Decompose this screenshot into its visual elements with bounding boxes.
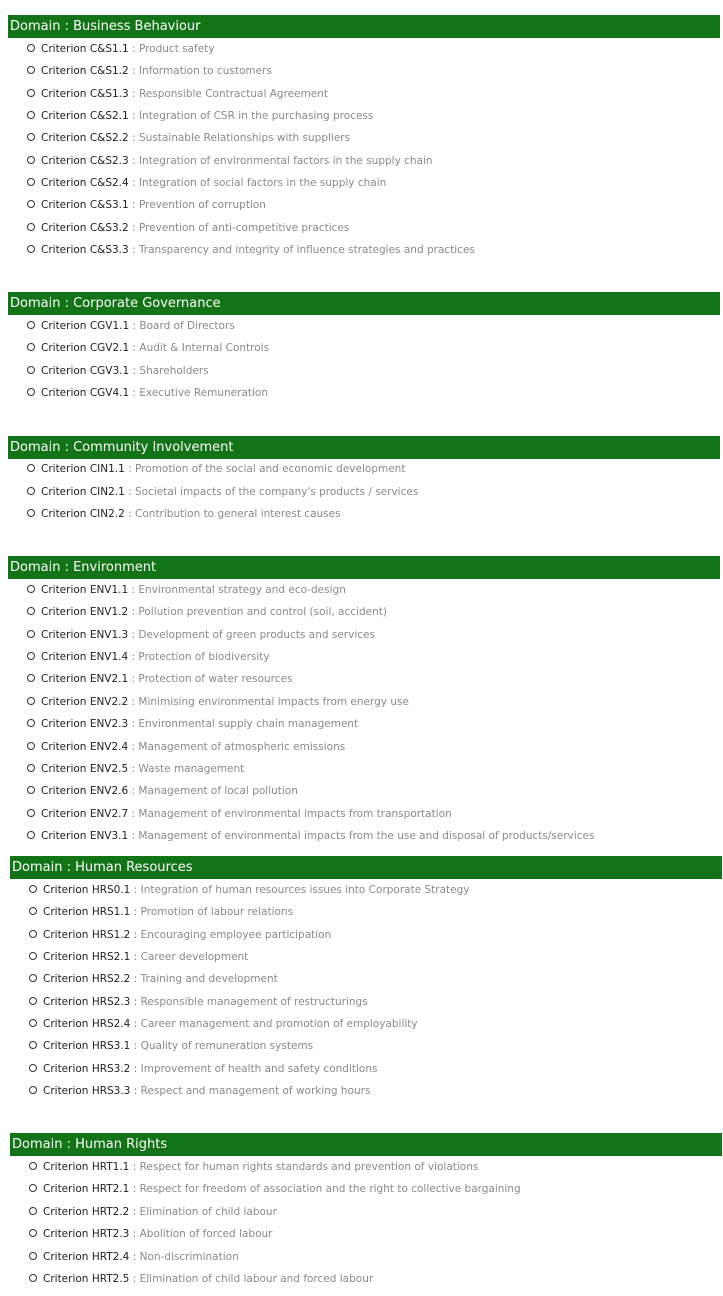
criterion-text	[41, 198, 266, 212]
criterion-text	[41, 672, 292, 686]
circle-bullet-icon	[29, 1086, 37, 1094]
criterion-text	[41, 386, 268, 400]
criterion-description[interactable]: Promotion of the social and economic development	[135, 463, 406, 475]
criterion-prefix: Criterion	[41, 320, 87, 332]
criterion-prefix: Criterion	[41, 606, 87, 619]
circle-bullet-icon	[29, 1162, 37, 1170]
criterion-prefix: Criterion	[43, 1228, 89, 1241]
criterion-description[interactable]: Management of local pollution	[138, 785, 298, 798]
criterion-prefix: Criterion	[41, 243, 87, 256]
circle-bullet-icon	[27, 66, 35, 74]
criterion-separator: :	[132, 1161, 137, 1173]
domain-header: Domain : Community Involvement	[8, 436, 720, 459]
criterion-prefix: Criterion	[43, 1183, 89, 1196]
circle-bullet-icon	[27, 585, 35, 593]
criterion-code[interactable]: HRT2.4	[91, 1250, 130, 1263]
criterion-separator: :	[133, 973, 138, 986]
criterion-separator: :	[133, 1084, 138, 1097]
circle-bullet-icon	[29, 997, 37, 1005]
criterion-description[interactable]: Sustainable Relationships with suppliers	[138, 132, 351, 145]
criterion-description[interactable]: Executive Remuneration	[139, 386, 269, 399]
criterion-description[interactable]: Respect for human rights standards and prevention of violations	[139, 1161, 479, 1173]
criterion-description[interactable]: Integration of environmental factors in the supply chain	[138, 154, 433, 167]
circle-bullet-icon	[27, 133, 35, 141]
domain-header: Domain : Human Rights	[10, 1133, 722, 1156]
criterion-prefix: Criterion	[41, 584, 87, 596]
criterion-prefix: Criterion	[43, 1040, 89, 1053]
criterion-description[interactable]: Minimising environmental impacts from energy use	[138, 695, 409, 708]
criterion-description[interactable]: Societal impacts of the company's products / services	[135, 485, 419, 498]
criterion-prefix: Criterion	[41, 342, 87, 355]
criterion-code[interactable]: HRS2.1	[91, 950, 131, 963]
criterion-code[interactable]: ENV2.3	[89, 718, 129, 731]
circle-bullet-icon	[29, 952, 37, 960]
criterion-description[interactable]: Development of green products and services	[138, 628, 375, 641]
criterion-code[interactable]: HRT2.3	[91, 1228, 130, 1241]
criterion-prefix: Criterion	[43, 950, 89, 963]
criterion-prefix: Criterion	[43, 928, 89, 941]
criterion-separator: :	[132, 364, 137, 377]
criterion-prefix: Criterion	[43, 1084, 89, 1097]
circle-bullet-icon	[29, 1184, 37, 1192]
criterion-separator: :	[128, 463, 132, 475]
criterion-separator: :	[131, 606, 136, 619]
criterion-code[interactable]: HRT2.1	[91, 1183, 130, 1196]
criterion-separator: :	[131, 740, 136, 753]
criterion-text	[41, 131, 350, 145]
criterion-description[interactable]: Information to customers	[138, 65, 272, 78]
criterion-description[interactable]: Elimination of child labour	[139, 1205, 277, 1218]
circle-bullet-icon	[27, 630, 35, 638]
circle-bullet-icon	[29, 1252, 37, 1260]
criterion-text	[41, 154, 433, 168]
criterion-description[interactable]: Improvement of health and safety conditions	[140, 1062, 378, 1075]
criterion-code[interactable]: ENV2.5	[89, 762, 129, 775]
criterion-prefix: Criterion	[41, 199, 87, 212]
criterion-code[interactable]: ENV1.2	[89, 606, 129, 619]
criterion-separator: :	[133, 1017, 138, 1030]
criterion-description[interactable]: Non-discrimination	[139, 1250, 239, 1263]
criterion-text	[43, 883, 470, 897]
criterion-code[interactable]: ENV1.1	[89, 584, 129, 596]
criterion-text	[41, 64, 272, 78]
criterion-description[interactable]: Prevention of corruption	[138, 199, 266, 212]
criterion-separator: :	[131, 695, 136, 708]
circle-bullet-icon	[27, 89, 35, 97]
criterion-code[interactable]: HRS2.4	[91, 1017, 131, 1030]
circle-bullet-icon	[27, 178, 35, 186]
circle-bullet-icon	[27, 697, 35, 705]
circle-bullet-icon	[27, 809, 35, 817]
criterion-description[interactable]: Integration of CSR in the purchasing process	[138, 109, 374, 122]
criterion-separator: :	[131, 807, 136, 820]
criterion-description[interactable]: Contribution to general interest causes	[135, 508, 341, 520]
criterion-code[interactable]: ENV1.4	[89, 651, 129, 664]
criterion-prefix: Criterion	[41, 109, 87, 122]
criterion-description[interactable]: Career development	[140, 950, 249, 963]
criterion-prefix: Criterion	[41, 364, 87, 377]
criterion-description[interactable]: Audit & Internal Controls	[139, 342, 270, 355]
criterion-text	[41, 717, 358, 731]
criterion-code[interactable]: C&S1.3	[89, 87, 129, 100]
criterion-code[interactable]: C&S3.3	[89, 243, 129, 256]
criterion-text	[43, 950, 248, 964]
criterion-code[interactable]: HRS3.1	[91, 1040, 131, 1053]
criterion-code[interactable]: C&S2.3	[89, 154, 129, 167]
criterion-separator: :	[131, 673, 136, 686]
criterion-prefix: Criterion	[43, 973, 89, 986]
criterion-prefix: Criterion	[43, 1273, 89, 1285]
criterion-prefix: Criterion	[41, 65, 87, 78]
criterion-prefix: Criterion	[41, 651, 87, 664]
domain-section-environment	[8, 556, 720, 579]
criterion-text	[43, 995, 368, 1009]
criterion-code[interactable]: C&S1.1	[89, 43, 129, 55]
circle-bullet-icon	[27, 366, 35, 374]
criterion-description[interactable]: Transparency and integrity of influence strategies and practices	[138, 243, 475, 256]
criterion-separator: :	[131, 785, 136, 798]
criterion-separator: :	[132, 65, 136, 78]
criterion-separator: :	[131, 584, 136, 596]
criterion-description[interactable]: Elimination of child labour and forced labour	[139, 1273, 374, 1285]
criterion-code[interactable]: ENV1.3	[89, 628, 129, 641]
criterion-code[interactable]: HRT1.1	[91, 1161, 130, 1173]
circle-bullet-icon	[27, 343, 35, 351]
criterion-text	[43, 1084, 370, 1098]
criterion-separator: :	[128, 508, 132, 520]
criterion-separator: :	[132, 43, 136, 55]
criterion-code[interactable]: C&S1.2	[89, 65, 129, 78]
circle-bullet-icon	[27, 44, 35, 52]
criterion-prefix: Criterion	[41, 485, 87, 498]
criterion-separator: :	[132, 132, 136, 145]
criterion-prefix: Criterion	[41, 628, 87, 641]
circle-bullet-icon	[27, 764, 35, 772]
domain-header: Domain : Corporate Governance	[8, 292, 720, 315]
criterion-separator: :	[132, 1183, 137, 1196]
criterion-separator: :	[132, 1228, 137, 1241]
criterion-description[interactable]: Product safety	[138, 43, 215, 55]
criterion-separator: :	[133, 1062, 138, 1075]
criterion-separator: :	[132, 176, 136, 189]
criterion-prefix: Criterion	[41, 762, 87, 775]
criterion-separator: :	[133, 928, 138, 941]
circle-bullet-icon	[27, 742, 35, 750]
circle-bullet-icon	[27, 674, 35, 682]
criterion-description[interactable]: Pollution prevention and control (soil, accident)	[138, 606, 387, 619]
criterion-text	[41, 762, 244, 776]
criterion-separator: :	[132, 87, 136, 100]
criterion-prefix: Criterion	[41, 718, 87, 731]
criterion-text	[43, 1160, 478, 1174]
criterion-text	[41, 695, 409, 709]
criterion-code[interactable]: ENV3.1	[89, 829, 129, 842]
circle-bullet-icon	[27, 464, 35, 472]
circle-bullet-icon	[29, 930, 37, 938]
criterion-description[interactable]: Quality of remuneration systems	[140, 1040, 314, 1053]
criterion-description[interactable]: Environmental supply chain management	[138, 718, 359, 731]
criterion-prefix: Criterion	[43, 1250, 89, 1263]
criterion-description[interactable]: Management of atmospheric emissions	[138, 740, 346, 753]
criterion-text	[41, 176, 386, 190]
criterion-description[interactable]: Waste management	[138, 762, 245, 775]
criterion-code[interactable]: CIN2.2	[89, 508, 125, 520]
criterion-separator: :	[128, 485, 132, 498]
criterion-prefix: Criterion	[41, 785, 87, 798]
criterion-description[interactable]: Environmental strategy and eco-design	[138, 584, 346, 596]
criterion-text	[41, 42, 215, 56]
criterion-prefix: Criterion	[41, 87, 87, 100]
criterion-text	[41, 462, 405, 476]
criterion-description[interactable]: Promotion of labour relations	[140, 906, 294, 919]
circle-bullet-icon	[27, 831, 35, 839]
circle-bullet-icon	[27, 786, 35, 794]
criterion-separator: :	[132, 1273, 137, 1285]
criterion-code[interactable]: C&S3.1	[89, 199, 129, 212]
circle-bullet-icon	[29, 1207, 37, 1215]
circle-bullet-icon	[27, 487, 35, 495]
circle-bullet-icon	[27, 719, 35, 727]
criterion-text	[41, 807, 452, 821]
circle-bullet-icon	[27, 388, 35, 396]
criterion-prefix: Criterion	[41, 221, 87, 234]
criterion-text	[41, 319, 235, 333]
circle-bullet-icon	[27, 509, 35, 517]
criterion-prefix: Criterion	[41, 154, 87, 167]
criterion-code[interactable]: CGV1.1	[89, 320, 130, 332]
criterion-code[interactable]: ENV2.1	[89, 673, 129, 686]
criterion-text	[43, 928, 331, 942]
circle-bullet-icon	[27, 156, 35, 164]
criterion-code[interactable]: HRS3.2	[91, 1062, 131, 1075]
criterion-separator: :	[131, 628, 136, 641]
criterion-prefix: Criterion	[41, 695, 87, 708]
criterion-text	[43, 1227, 272, 1241]
criterion-code[interactable]: ENV2.2	[89, 695, 129, 708]
criterion-separator: :	[133, 884, 138, 896]
domain-header: Domain : Environment	[8, 556, 720, 579]
criterion-description[interactable]: Respect and management of working hours	[140, 1084, 371, 1097]
criterion-text	[41, 628, 375, 642]
criterion-text	[41, 650, 270, 664]
criterion-separator: :	[132, 1250, 137, 1263]
domain-section-human-rights	[10, 1133, 722, 1156]
criterion-text	[41, 221, 349, 235]
criterion-separator: :	[132, 243, 136, 256]
criterion-separator: :	[132, 109, 136, 122]
criterion-prefix: Criterion	[41, 673, 87, 686]
criterion-code[interactable]: CGV4.1	[89, 386, 130, 399]
criterion-prefix: Criterion	[41, 807, 87, 820]
criterion-text	[43, 1062, 377, 1076]
domain-section-human-resources	[10, 856, 722, 879]
criterion-description[interactable]: Management of environmental impacts from transportation	[138, 807, 452, 820]
circle-bullet-icon	[29, 1041, 37, 1049]
criterion-description[interactable]: Training and development	[140, 973, 278, 986]
criterion-code[interactable]: CIN1.1	[89, 463, 125, 475]
circle-bullet-icon	[27, 111, 35, 119]
domain-section-business-behaviour	[8, 15, 720, 38]
criterion-description[interactable]: Responsible Contractual Agreement	[138, 87, 329, 100]
circle-bullet-icon	[27, 607, 35, 615]
criterion-text	[43, 1039, 313, 1053]
criterion-text	[41, 364, 209, 378]
criterion-separator: :	[131, 829, 136, 842]
criterion-separator: :	[131, 651, 136, 664]
circle-bullet-icon	[29, 1064, 37, 1072]
criterion-separator: :	[132, 199, 136, 212]
circle-bullet-icon	[27, 200, 35, 208]
criterion-code[interactable]: CGV3.1	[89, 364, 130, 377]
criterion-separator: :	[133, 950, 138, 963]
criterion-prefix: Criterion	[41, 176, 87, 189]
criterion-text	[41, 243, 475, 257]
criterion-prefix: Criterion	[43, 884, 89, 896]
criterion-separator: :	[131, 718, 136, 731]
criterion-separator: :	[132, 1205, 137, 1218]
criterion-prefix: Criterion	[41, 43, 87, 55]
criterion-code[interactable]: C&S3.2	[89, 221, 129, 234]
criterion-text	[41, 341, 269, 355]
criterion-prefix: Criterion	[43, 906, 89, 919]
criterion-description[interactable]: Integration of human resources issues into Corporate Strategy	[140, 884, 470, 896]
criterion-description[interactable]: Protection of biodiversity	[138, 651, 270, 664]
criterion-separator: :	[131, 762, 136, 775]
criterion-text	[43, 905, 293, 919]
criterion-code[interactable]: CGV2.1	[89, 342, 130, 355]
criterion-code[interactable]: HRS1.1	[91, 906, 131, 919]
criterion-prefix: Criterion	[43, 995, 89, 1008]
criterion-text	[41, 109, 373, 123]
criterion-separator: :	[133, 1040, 138, 1053]
criterion-code[interactable]: ENV2.6	[89, 785, 129, 798]
criterion-code[interactable]: HRT2.5	[91, 1273, 130, 1285]
criterion-separator: :	[132, 386, 137, 399]
criterion-prefix: Criterion	[41, 508, 87, 520]
criterion-code[interactable]: HRS1.2	[91, 928, 131, 941]
criterion-prefix: Criterion	[43, 1161, 89, 1173]
criterion-description[interactable]: Responsible management of restructurings	[140, 995, 368, 1008]
circle-bullet-icon	[27, 652, 35, 660]
circle-bullet-icon	[29, 1019, 37, 1027]
criterion-description[interactable]: Management of environmental impacts from the use and disposal of products/services	[138, 829, 595, 842]
criterion-code[interactable]: CIN2.1	[89, 485, 125, 498]
criterion-text	[41, 784, 298, 798]
circle-bullet-icon	[29, 885, 37, 893]
criterion-separator: :	[133, 906, 138, 919]
circle-bullet-icon	[27, 223, 35, 231]
circle-bullet-icon	[29, 1229, 37, 1237]
criterion-description[interactable]: Abolition of forced labour	[139, 1228, 273, 1241]
criterion-text	[41, 605, 387, 619]
criterion-description[interactable]: Respect for freedom of association and the right to collective bargaining	[139, 1183, 521, 1196]
criterion-prefix: Criterion	[43, 1017, 89, 1030]
criterion-separator: :	[132, 221, 136, 234]
criterion-text	[43, 1017, 418, 1031]
criterion-text	[41, 87, 328, 101]
criterion-code[interactable]: C&S2.1	[89, 109, 129, 122]
criterion-text	[41, 507, 341, 521]
criterion-prefix: Criterion	[41, 386, 87, 399]
domain-header: Domain : Human Resources	[10, 856, 722, 879]
domain-header: Domain : Business Behaviour	[8, 15, 720, 38]
criterion-code[interactable]: HRS0.1	[91, 884, 131, 896]
criterion-prefix: Criterion	[41, 829, 87, 842]
criterion-prefix: Criterion	[41, 463, 87, 475]
criterion-code[interactable]: HRS3.3	[91, 1084, 131, 1097]
criterion-description[interactable]: Prevention of anti-competitive practices	[138, 221, 350, 234]
criterion-description[interactable]: Career management and promotion of employability	[140, 1017, 418, 1030]
criterion-separator: :	[132, 154, 136, 167]
criterion-code[interactable]: HRS2.3	[91, 995, 131, 1008]
criterion-prefix: Criterion	[41, 740, 87, 753]
criterion-prefix: Criterion	[41, 132, 87, 145]
criterion-prefix: Criterion	[43, 1062, 89, 1075]
circle-bullet-icon	[29, 1274, 37, 1282]
criterion-prefix: Criterion	[43, 1205, 89, 1218]
criterion-separator: :	[132, 342, 137, 355]
criterion-text	[41, 485, 418, 499]
criterion-code[interactable]: HRS2.2	[91, 973, 131, 986]
criterion-separator: :	[132, 320, 137, 332]
criterion-text	[43, 1182, 521, 1196]
criterion-code[interactable]: C&S2.4	[89, 176, 129, 189]
circle-bullet-icon	[27, 245, 35, 253]
criterion-text	[41, 583, 346, 597]
criterion-code[interactable]: ENV2.4	[89, 740, 129, 753]
criterion-description[interactable]: Encouraging employee participation	[140, 928, 332, 941]
criterion-text	[43, 972, 278, 986]
criterion-description[interactable]: Protection of water resources	[138, 673, 293, 686]
criterion-text	[43, 1250, 239, 1264]
circle-bullet-icon	[29, 907, 37, 915]
domain-section-corporate-governance	[8, 292, 720, 315]
criterion-description[interactable]: Integration of social factors in the supply chain	[138, 176, 387, 189]
criterion-separator: :	[133, 995, 138, 1008]
criterion-text	[43, 1272, 373, 1286]
circle-bullet-icon	[27, 321, 35, 329]
criterion-description[interactable]: Board of Directors	[139, 320, 235, 332]
criterion-text	[43, 1205, 277, 1219]
criterion-code[interactable]: ENV2.7	[89, 807, 129, 820]
criterion-code[interactable]: HRT2.2	[91, 1205, 130, 1218]
domain-section-community-involvement	[8, 436, 720, 459]
circle-bullet-icon	[29, 974, 37, 982]
criterion-text	[41, 829, 594, 843]
criterion-description[interactable]: Shareholders	[139, 364, 209, 377]
criterion-text	[41, 740, 345, 754]
criterion-code[interactable]: C&S2.2	[89, 132, 129, 145]
